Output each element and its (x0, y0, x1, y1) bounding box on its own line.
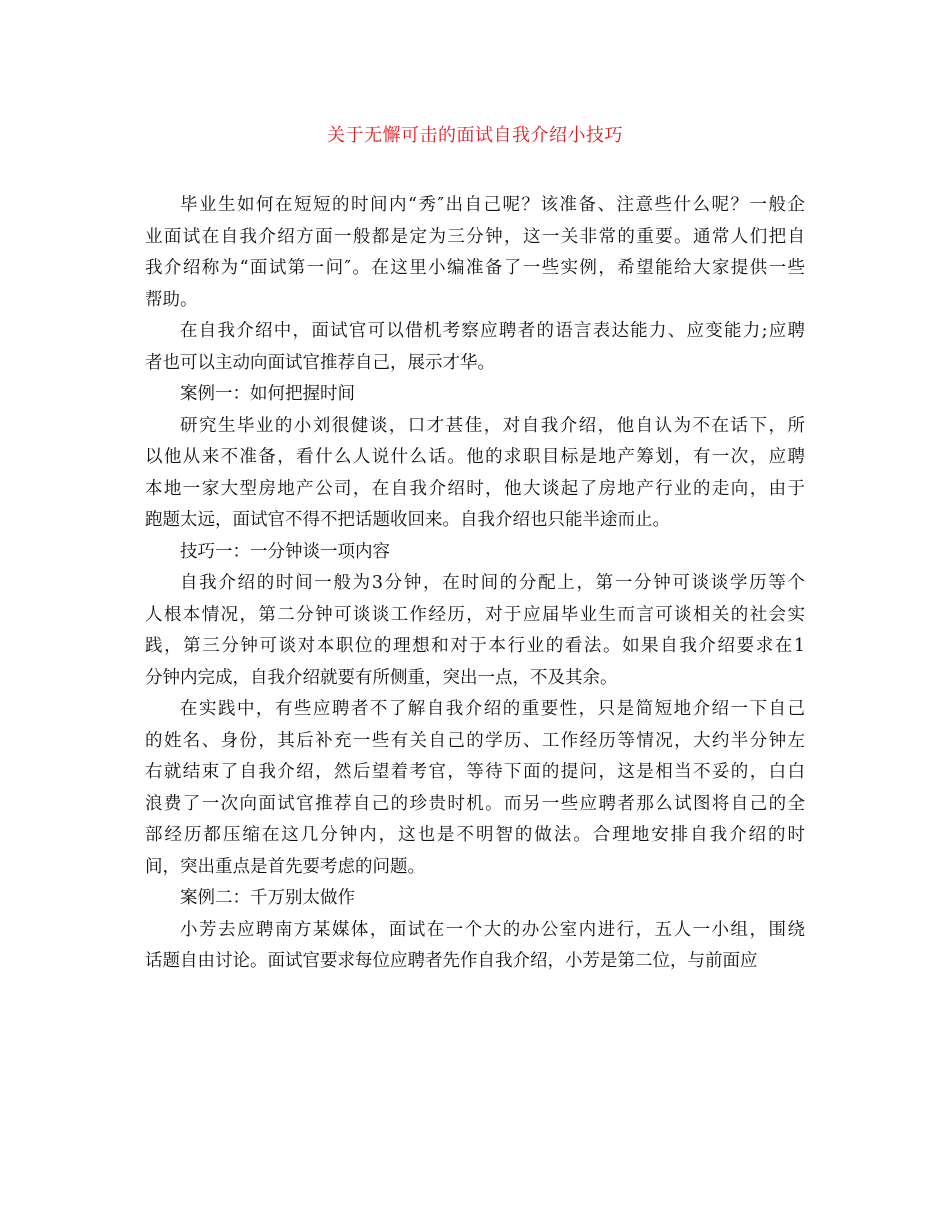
paragraph-line: 的姓名、身份，其后补充一些有关自己的学历、工作经历等情况，大约半分钟左 (145, 730, 805, 751)
paragraph-line: 我介绍称为“面试第一问″。在这里小编准备了一些实例，希望能给大家提供一些 (145, 258, 805, 278)
paragraph-line: 案例二：千万别太做作 (180, 888, 355, 908)
paragraph (145, 537, 805, 569)
document-title: 关于无懈可击的面试自我介绍小技巧 (327, 125, 623, 146)
paragraph (145, 568, 805, 694)
paragraph (145, 694, 805, 883)
paragraph-line: 在实践中，有些应聘者不了解自我介绍的重要性，只是简短地介绍一下自己 (180, 699, 805, 719)
paragraph-line: 毕业生如何在短短的时间内“秀″出自己呢？该准备、注意些什么呢？一般企 (180, 195, 805, 215)
paragraph-line: 本地一家大型房地产公司，在自我介绍时，他大谈起了房地产行业的走向，由于 (145, 478, 805, 499)
paragraph-line: 跑题太远，面试官不得不把话题收回来。自我介绍也只能半途而止。 (145, 510, 670, 530)
paragraph-line: 话题自由讨论。面试官要求每位应聘者先作自我介绍，小芳是第二位，与前面应 (145, 951, 758, 971)
paragraph-line: 业面试在自我介绍方面一般都是定为三分钟，这一关非常的重要。通常人们把自 (145, 226, 805, 247)
paragraph-line: 人根本情况，第二分钟可谈谈工作经历，对于应届毕业生而言可谈相关的社会实 (145, 604, 805, 625)
paragraph-line: 案例一：如何把握时间 (180, 384, 355, 404)
document-body (145, 190, 805, 978)
paragraph-line: 右就结束了自我介绍，然后望着考官，等待下面的提问，这是相当不妥的，白白 (145, 762, 805, 782)
paragraph-line: 技巧一：一分钟谈一项内容 (180, 541, 390, 562)
paragraph (145, 411, 805, 537)
paragraph-line: 部经历都压缩在这几分钟内，这也是不明智的做法。合理地安排自我介绍的时 (145, 825, 805, 845)
paragraph-line: 小芳去应聘南方某媒体，面试在一个大的办公室内进行，五人一小组，围绕 (180, 919, 805, 940)
paragraph-line: 分钟内完成，自我介绍就要有所侧重，突出一点，不及其余。 (145, 667, 618, 688)
paragraph-line: 在自我介绍中，面试官可以借机考察应聘者的语言表达能力、应变能力;应聘 (180, 321, 805, 341)
paragraph-line: 践，第三分钟可谈对本职位的理想和对于本行业的看法。如果自我介绍要求在1 (145, 636, 805, 656)
paragraph-line: 间，突出重点是首先要考虑的问题。 (145, 856, 425, 877)
paragraph (145, 316, 805, 379)
paragraph-line: 者也可以主动向面试官推荐自己，展示才华。 (145, 352, 495, 373)
paragraph (145, 379, 805, 411)
paragraph-line: 以他从来不准备，看什么人说什么话。他的求职目标是地产筹划，有一次，应聘 (145, 447, 805, 467)
paragraph-line: 研究生毕业的小刘很健谈，口才甚佳，对自我介绍，他自认为不在话下，所 (180, 415, 805, 436)
paragraph (145, 915, 805, 978)
paragraph (145, 190, 805, 316)
paragraph-line: 自我介绍的时间一般为3分钟，在时间的分配上，第一分钟可谈谈学历等个 (180, 573, 805, 593)
paragraph-line: 浪费了一次向面试官推荐自己的珍贵时机。而另一些应聘者那么试图将自己的全 (145, 793, 805, 814)
paragraph (145, 883, 805, 915)
paragraph-line: 帮助。 (145, 289, 198, 310)
